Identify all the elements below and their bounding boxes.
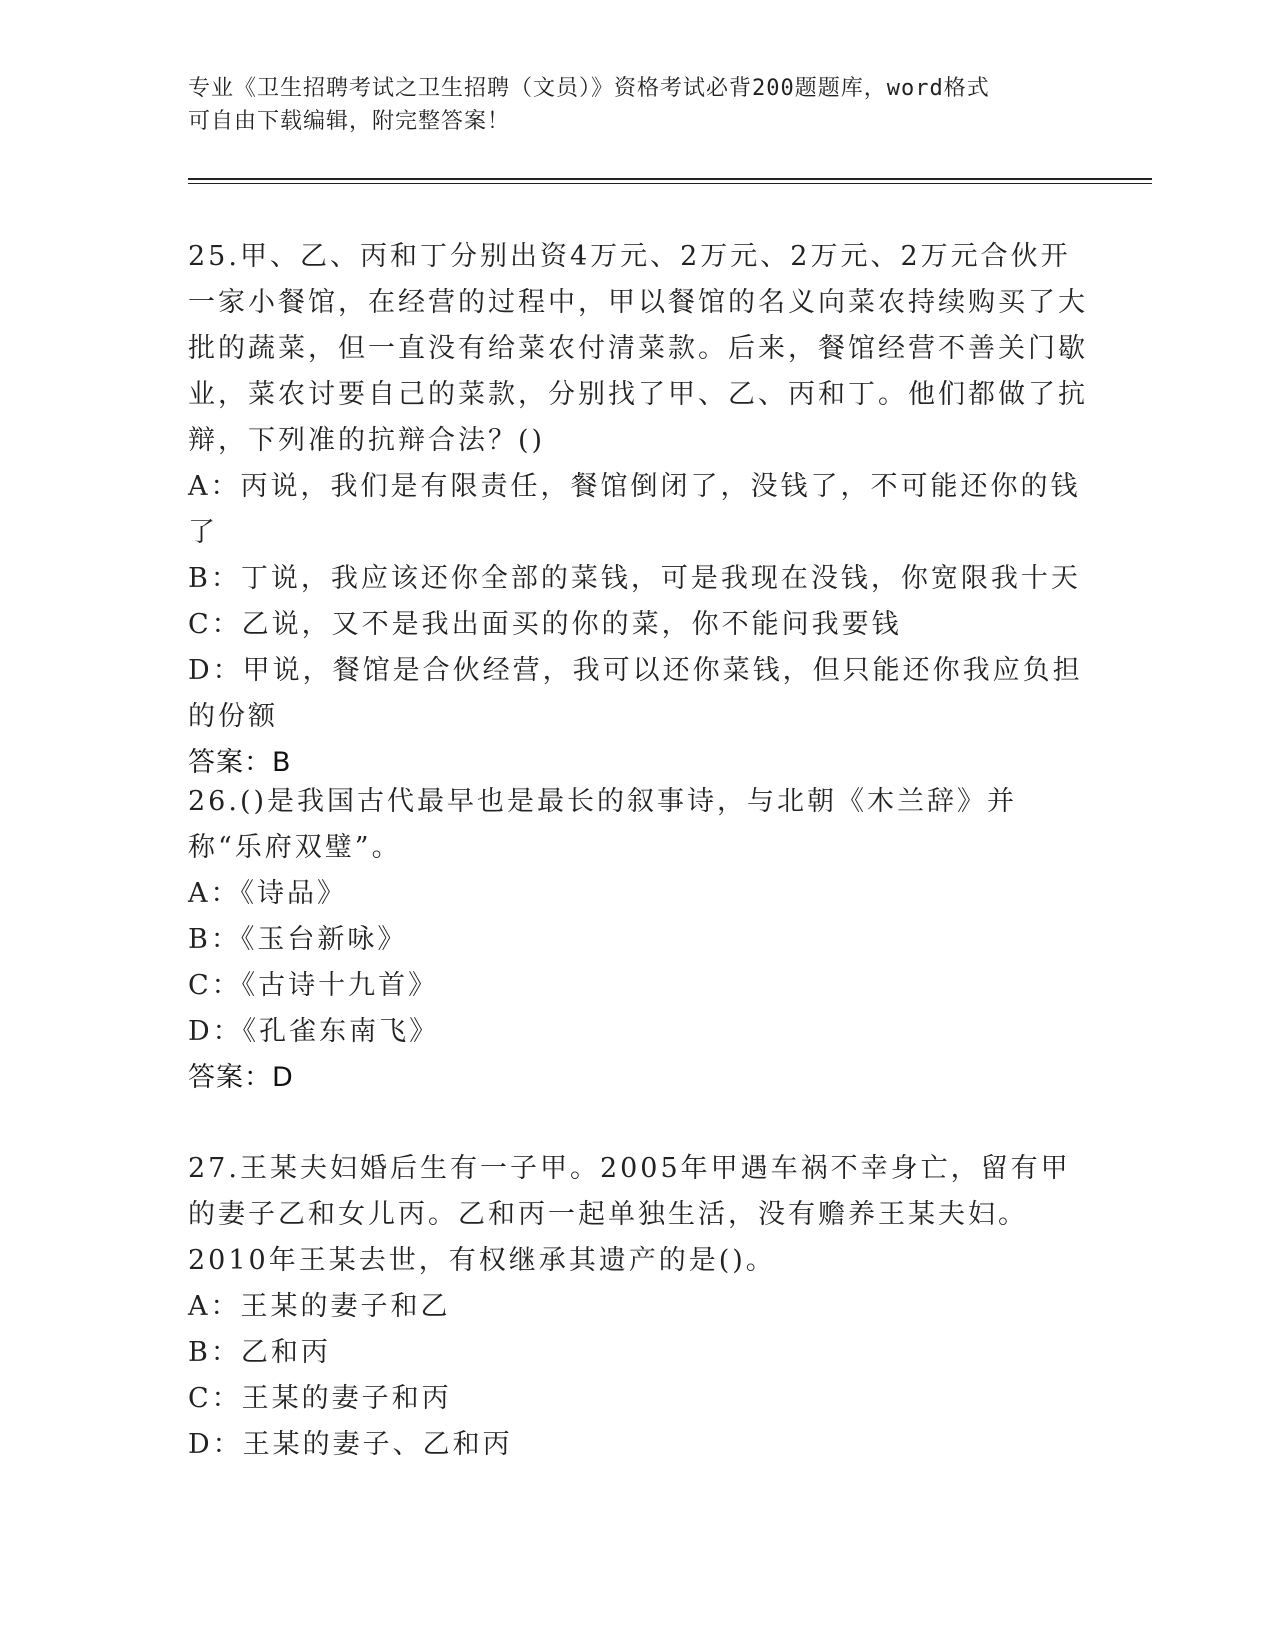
answer: 答案：B	[188, 747, 292, 778]
option-a: A：王某的妻子和乙	[188, 1291, 451, 1322]
option-c: C：乙说，又不是我出面买的你的菜，你不能问我要钱	[188, 609, 902, 640]
question-26	[188, 779, 1088, 1101]
option-d: D：王某的妻子、乙和丙	[188, 1429, 513, 1460]
option-a: A：丙说，我们是有限责任，餐馆倒闭了，没钱了，不可能还你的钱了	[188, 471, 1081, 548]
header-divider-thick	[188, 178, 1152, 180]
header-line-2: 可自由下载编辑，附完整答案！	[188, 109, 511, 134]
question-25	[188, 234, 1088, 786]
header-divider-thin	[188, 183, 1152, 184]
question-stem: 27.王某夫妇婚后生有一子甲。2005年甲遇车祸不幸身亡，留有甲的妻子乙和女儿丙。乙和丙一起单独生活，没有赡养王某夫妇。2010年王某去世，有权继承其遗产的是()。	[188, 1153, 1071, 1276]
option-a: A：《诗品》	[188, 878, 347, 909]
question-27	[188, 1146, 1088, 1468]
option-c: C：《古诗十九首》	[188, 970, 439, 1001]
option-b: B：《玉台新咏》	[188, 924, 408, 955]
option-c: C：王某的妻子和丙	[188, 1383, 452, 1414]
option-d: D：《孔雀东南飞》	[188, 1016, 440, 1047]
option-d: D：甲说，餐馆是合伙经营，我可以还你菜钱，但只能还你我应负担的份额	[188, 655, 1083, 732]
option-b: B：丁说，我应该还你全部的菜钱，可是我现在没钱，你宽限我十天	[188, 563, 1081, 594]
header-line-1: 专业《卫生招聘考试之卫生招聘（文员）》资格考试必背200题题库，word格式	[188, 76, 990, 101]
option-b: B：乙和丙	[188, 1337, 331, 1368]
question-stem: 26.()是我国古代最早也是最长的叙事诗，与北朝《木兰辞》并称“乐府双璧”。	[188, 786, 1018, 863]
document-header	[188, 72, 1078, 138]
question-stem: 25.甲、乙、丙和丁分别出资4万元、2万元、2万元、2万元合伙开一家小餐馆，在经营的过程中，甲以餐馆的名义向菜农持续购买了大批的蔬菜，但一直没有给菜农付清菜款。后来，餐馆经营不善关门歇业，菜农讨要自己的菜款，分别找了甲、乙、丙和丁。他们都做了抗辩，下列准的抗辩合法？()	[188, 241, 1088, 456]
answer: 答案：D	[188, 1062, 294, 1093]
